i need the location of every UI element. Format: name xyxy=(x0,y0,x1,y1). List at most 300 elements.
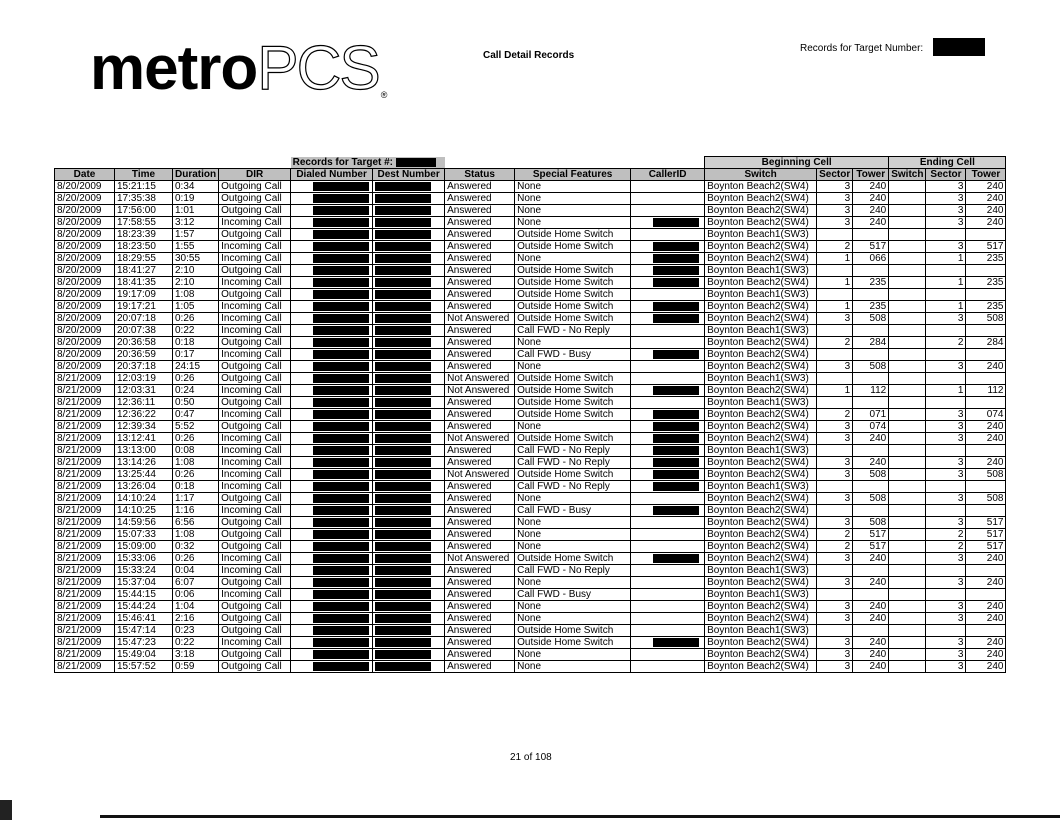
table-cell: Outgoing Call xyxy=(219,421,291,433)
table-cell: Answered xyxy=(445,349,515,361)
dialed-number-redacted xyxy=(291,469,373,481)
table-cell: Outside Home Switch xyxy=(515,373,631,385)
table-cell: 240 xyxy=(966,433,1006,445)
table-cell xyxy=(966,373,1006,385)
dest-number-redacted xyxy=(373,433,445,445)
table-cell: 8/21/2009 xyxy=(55,625,115,637)
table-cell: 2 xyxy=(926,541,966,553)
table-cell: 15:21:15 xyxy=(115,181,173,193)
table-cell: Incoming Call xyxy=(219,241,291,253)
table-cell: 517 xyxy=(966,529,1006,541)
callerid-cell xyxy=(631,277,705,289)
table-cell xyxy=(889,265,926,277)
table-cell: 1 xyxy=(926,301,966,313)
table-cell: 8/21/2009 xyxy=(55,469,115,481)
table-cell xyxy=(853,289,889,301)
table-cell: Answered xyxy=(445,661,515,673)
table-cell xyxy=(966,349,1006,361)
table-cell: Boynton Beach2(SW4) xyxy=(705,661,817,673)
table-cell: 18:23:39 xyxy=(115,229,173,241)
table-cell xyxy=(889,289,926,301)
table-cell: 0:26 xyxy=(173,553,219,565)
dest-number-redacted xyxy=(373,409,445,421)
table-cell xyxy=(853,325,889,337)
table-cell: 3 xyxy=(926,637,966,649)
table-cell: Outside Home Switch xyxy=(515,277,631,289)
table-cell: 8/21/2009 xyxy=(55,553,115,565)
table-cell: 1 xyxy=(926,253,966,265)
dest-number-redacted xyxy=(373,661,445,673)
column-header-row xyxy=(55,169,1006,181)
table-cell xyxy=(817,265,853,277)
dialed-number-redacted xyxy=(291,217,373,229)
dialed-number-redacted xyxy=(291,277,373,289)
table-row xyxy=(55,421,1006,433)
table-cell: Answered xyxy=(445,445,515,457)
table-cell: 3 xyxy=(817,205,853,217)
table-cell: 8/21/2009 xyxy=(55,397,115,409)
table-cell: 1:17 xyxy=(173,493,219,505)
table-cell: Boynton Beach2(SW4) xyxy=(705,421,817,433)
table-cell xyxy=(853,589,889,601)
table-cell xyxy=(889,205,926,217)
table-cell: 8/21/2009 xyxy=(55,409,115,421)
dialed-number-redacted xyxy=(291,517,373,529)
table-cell: 8/21/2009 xyxy=(55,649,115,661)
table-cell: 8/20/2009 xyxy=(55,349,115,361)
table-cell: 8/20/2009 xyxy=(55,241,115,253)
table-cell: 15:49:04 xyxy=(115,649,173,661)
table-cell: Outside Home Switch xyxy=(515,241,631,253)
table-cell xyxy=(853,265,889,277)
callerid-cell xyxy=(631,589,705,601)
table-cell: Boynton Beach2(SW4) xyxy=(705,385,817,397)
table-cell: Answered xyxy=(445,277,515,289)
callerid-cell xyxy=(631,661,705,673)
table-cell: Outgoing Call xyxy=(219,229,291,241)
table-cell xyxy=(889,349,926,361)
table-cell: Outgoing Call xyxy=(219,541,291,553)
table-cell: Answered xyxy=(445,361,515,373)
table-cell: 1 xyxy=(926,277,966,289)
table-cell: Answered xyxy=(445,505,515,517)
table-row xyxy=(55,517,1006,529)
table-cell: Outgoing Call xyxy=(219,361,291,373)
table-cell: 3 xyxy=(926,457,966,469)
table-cell: Outgoing Call xyxy=(219,205,291,217)
table-row xyxy=(55,505,1006,517)
table-cell: 8/20/2009 xyxy=(55,217,115,229)
table-cell: None xyxy=(515,613,631,625)
dest-number-redacted xyxy=(373,205,445,217)
table-cell: 8/21/2009 xyxy=(55,577,115,589)
table-cell: 18:23:50 xyxy=(115,241,173,253)
table-cell: 0:04 xyxy=(173,565,219,577)
table-cell: 0:19 xyxy=(173,193,219,205)
table-row xyxy=(55,397,1006,409)
table-cell: 19:17:21 xyxy=(115,301,173,313)
dest-number-redacted xyxy=(373,397,445,409)
table-cell xyxy=(926,349,966,361)
callerid-cell xyxy=(631,637,705,649)
table-cell: 3 xyxy=(926,613,966,625)
table-cell: Boynton Beach2(SW4) xyxy=(705,457,817,469)
table-row xyxy=(55,337,1006,349)
table-cell: Boynton Beach2(SW4) xyxy=(705,313,817,325)
table-cell xyxy=(889,301,926,313)
table-row xyxy=(55,469,1006,481)
column-header: Date xyxy=(55,169,115,181)
table-row xyxy=(55,301,1006,313)
table-cell xyxy=(889,457,926,469)
table-cell xyxy=(889,517,926,529)
dialed-number-redacted xyxy=(291,493,373,505)
table-cell: 240 xyxy=(853,637,889,649)
table-cell: Boynton Beach1(SW3) xyxy=(705,445,817,457)
table-cell: Answered xyxy=(445,529,515,541)
table-cell: 3 xyxy=(817,361,853,373)
callerid-cell xyxy=(631,541,705,553)
table-cell: 8/21/2009 xyxy=(55,445,115,457)
table-cell: Not Answered xyxy=(445,373,515,385)
table-row xyxy=(55,529,1006,541)
table-cell: 1 xyxy=(817,277,853,289)
dest-number-redacted xyxy=(373,529,445,541)
table-cell: None xyxy=(515,529,631,541)
table-cell: 15:46:41 xyxy=(115,613,173,625)
table-cell: 240 xyxy=(853,649,889,661)
table-row xyxy=(55,409,1006,421)
table-cell: 3 xyxy=(817,181,853,193)
table-cell: Answered xyxy=(445,589,515,601)
table-cell: 3 xyxy=(817,661,853,673)
table-cell: 240 xyxy=(966,601,1006,613)
table-cell: 3 xyxy=(926,181,966,193)
table-cell: Boynton Beach2(SW4) xyxy=(705,217,817,229)
table-cell: 1:16 xyxy=(173,505,219,517)
callerid-cell xyxy=(631,529,705,541)
dialed-number-redacted xyxy=(291,409,373,421)
table-cell: 8/20/2009 xyxy=(55,253,115,265)
dest-number-redacted xyxy=(373,505,445,517)
table-cell xyxy=(889,601,926,613)
table-row xyxy=(55,565,1006,577)
table-cell: 240 xyxy=(966,613,1006,625)
table-cell: 2:10 xyxy=(173,277,219,289)
table-cell: Call FWD - No Reply xyxy=(515,445,631,457)
table-cell: 2 xyxy=(817,529,853,541)
table-cell: 3 xyxy=(926,493,966,505)
dialed-number-redacted xyxy=(291,481,373,493)
table-cell: Not Answered xyxy=(445,469,515,481)
table-cell xyxy=(889,445,926,457)
table-cell xyxy=(926,289,966,301)
table-cell: Boynton Beach1(SW3) xyxy=(705,625,817,637)
dialed-number-redacted xyxy=(291,541,373,553)
table-cell xyxy=(817,625,853,637)
table-cell: Outside Home Switch xyxy=(515,637,631,649)
table-cell: 8/21/2009 xyxy=(55,601,115,613)
table-cell: Answered xyxy=(445,205,515,217)
table-cell: 240 xyxy=(966,193,1006,205)
table-cell: Not Answered xyxy=(445,553,515,565)
table-cell: 1:04 xyxy=(173,601,219,613)
table-cell: None xyxy=(515,541,631,553)
table-cell: 2 xyxy=(817,337,853,349)
table-cell xyxy=(926,325,966,337)
table-cell: 8/21/2009 xyxy=(55,505,115,517)
dest-number-redacted xyxy=(373,541,445,553)
table-cell: Incoming Call xyxy=(219,445,291,457)
table-cell: 240 xyxy=(966,637,1006,649)
table-cell: 8/21/2009 xyxy=(55,493,115,505)
dest-number-redacted xyxy=(373,565,445,577)
dialed-number-redacted xyxy=(291,301,373,313)
callerid-cell xyxy=(631,349,705,361)
table-cell: Answered xyxy=(445,421,515,433)
table-cell xyxy=(966,445,1006,457)
table-cell: 15:44:15 xyxy=(115,589,173,601)
table-cell: 3 xyxy=(817,613,853,625)
table-cell: Answered xyxy=(445,289,515,301)
table-cell xyxy=(817,445,853,457)
table-cell: 15:47:14 xyxy=(115,625,173,637)
table-cell: 0:26 xyxy=(173,313,219,325)
table-cell: 1 xyxy=(817,253,853,265)
column-header: CallerID xyxy=(631,169,705,181)
table-cell: 0:22 xyxy=(173,637,219,649)
table-cell: Answered xyxy=(445,325,515,337)
table-cell xyxy=(926,625,966,637)
table-cell xyxy=(966,397,1006,409)
table-cell: Outside Home Switch xyxy=(515,553,631,565)
table-cell: 1 xyxy=(817,301,853,313)
table-cell: 0:32 xyxy=(173,541,219,553)
table-cell xyxy=(889,385,926,397)
table-cell: 240 xyxy=(853,205,889,217)
table-cell: 8/21/2009 xyxy=(55,385,115,397)
table-cell: 14:59:56 xyxy=(115,517,173,529)
table-cell: 1:08 xyxy=(173,457,219,469)
table-cell: 284 xyxy=(966,337,1006,349)
table-cell: 0:50 xyxy=(173,397,219,409)
table-cell: 2:16 xyxy=(173,613,219,625)
table-cell: 8/20/2009 xyxy=(55,205,115,217)
table-row xyxy=(55,361,1006,373)
table-cell: Outgoing Call xyxy=(219,397,291,409)
target-number-label: Records for Target Number: xyxy=(800,43,924,54)
callerid-cell xyxy=(631,193,705,205)
table-cell: Not Answered xyxy=(445,433,515,445)
callerid-cell xyxy=(631,505,705,517)
table-cell xyxy=(889,469,926,481)
table-row xyxy=(55,253,1006,265)
table-cell: Incoming Call xyxy=(219,565,291,577)
table-cell: 30:55 xyxy=(173,253,219,265)
dialed-number-redacted xyxy=(291,457,373,469)
table-cell: 8/21/2009 xyxy=(55,529,115,541)
table-cell: Boynton Beach2(SW4) xyxy=(705,301,817,313)
table-cell: Answered xyxy=(445,265,515,277)
dialed-number-redacted xyxy=(291,445,373,457)
table-row xyxy=(55,181,1006,193)
table-cell: Outgoing Call xyxy=(219,529,291,541)
table-cell: Incoming Call xyxy=(219,313,291,325)
table-cell: 1:08 xyxy=(173,529,219,541)
table-cell xyxy=(817,349,853,361)
table-cell: 3 xyxy=(926,205,966,217)
callerid-cell xyxy=(631,325,705,337)
table-cell: 24:15 xyxy=(173,361,219,373)
table-cell xyxy=(889,577,926,589)
table-cell xyxy=(889,481,926,493)
table-cell: 8/21/2009 xyxy=(55,433,115,445)
callerid-cell xyxy=(631,301,705,313)
table-cell: 071 xyxy=(853,409,889,421)
table-cell: 3 xyxy=(817,517,853,529)
table-cell: None xyxy=(515,421,631,433)
table-cell: Not Answered xyxy=(445,385,515,397)
dest-number-redacted xyxy=(373,253,445,265)
table-cell: 0:18 xyxy=(173,481,219,493)
table-cell: Outgoing Call xyxy=(219,181,291,193)
dialed-number-redacted xyxy=(291,337,373,349)
table-cell: Boynton Beach2(SW4) xyxy=(705,469,817,481)
table-cell: Incoming Call xyxy=(219,469,291,481)
table-cell: 12:03:19 xyxy=(115,373,173,385)
table-cell: Call FWD - Busy xyxy=(515,589,631,601)
scan-border-line xyxy=(100,815,1060,818)
table-cell: 240 xyxy=(853,601,889,613)
table-cell: Boynton Beach2(SW4) xyxy=(705,181,817,193)
table-cell: 3 xyxy=(926,193,966,205)
callerid-cell xyxy=(631,649,705,661)
column-header: Sector xyxy=(817,169,853,181)
table-row xyxy=(55,493,1006,505)
table-cell: Incoming Call xyxy=(219,481,291,493)
table-cell xyxy=(853,229,889,241)
table-cell: 8/20/2009 xyxy=(55,289,115,301)
table-cell: Boynton Beach2(SW4) xyxy=(705,601,817,613)
table-cell: 20:07:38 xyxy=(115,325,173,337)
table-cell: 18:41:27 xyxy=(115,265,173,277)
dialed-number-redacted xyxy=(291,565,373,577)
table-cell: 15:33:06 xyxy=(115,553,173,565)
table-cell: Outgoing Call xyxy=(219,337,291,349)
table-cell xyxy=(817,481,853,493)
table-cell: 6:56 xyxy=(173,517,219,529)
table-cell xyxy=(889,625,926,637)
table-row xyxy=(55,445,1006,457)
table-cell: Answered xyxy=(445,397,515,409)
dest-number-redacted xyxy=(373,373,445,385)
table-cell: Incoming Call xyxy=(219,385,291,397)
table-cell: Boynton Beach2(SW4) xyxy=(705,637,817,649)
dialed-number-redacted xyxy=(291,613,373,625)
column-header: DIR xyxy=(219,169,291,181)
table-cell: Boynton Beach1(SW3) xyxy=(705,265,817,277)
callerid-cell xyxy=(631,265,705,277)
table-cell: None xyxy=(515,217,631,229)
callerid-cell xyxy=(631,361,705,373)
callerid-cell xyxy=(631,553,705,565)
table-cell: Answered xyxy=(445,193,515,205)
document-title: Call Detail Records xyxy=(483,50,575,61)
table-cell: 508 xyxy=(853,493,889,505)
table-cell: Outside Home Switch xyxy=(515,265,631,277)
scan-edge-mark xyxy=(0,800,12,820)
table-cell: 5:52 xyxy=(173,421,219,433)
callerid-cell xyxy=(631,433,705,445)
table-cell: None xyxy=(515,517,631,529)
table-cell: Boynton Beach2(SW4) xyxy=(705,529,817,541)
table-cell: Outgoing Call xyxy=(219,601,291,613)
table-cell: Boynton Beach2(SW4) xyxy=(705,613,817,625)
table-cell: Outside Home Switch xyxy=(515,289,631,301)
dest-number-redacted xyxy=(373,649,445,661)
column-header: Tower xyxy=(853,169,889,181)
table-row xyxy=(55,481,1006,493)
table-cell: 2 xyxy=(926,529,966,541)
table-cell xyxy=(817,289,853,301)
table-cell: Incoming Call xyxy=(219,589,291,601)
table-cell: Boynton Beach2(SW4) xyxy=(705,277,817,289)
dialed-number-redacted xyxy=(291,325,373,337)
table-cell: 0:08 xyxy=(173,445,219,457)
table-cell: 18:29:55 xyxy=(115,253,173,265)
table-cell: 235 xyxy=(966,277,1006,289)
callerid-cell xyxy=(631,469,705,481)
table-cell: Incoming Call xyxy=(219,349,291,361)
table-row xyxy=(55,661,1006,673)
table-cell: 235 xyxy=(966,301,1006,313)
table-cell: 508 xyxy=(966,313,1006,325)
table-cell: Answered xyxy=(445,613,515,625)
table-cell: Boynton Beach1(SW3) xyxy=(705,565,817,577)
table-cell: Answered xyxy=(445,301,515,313)
table-row xyxy=(55,625,1006,637)
table-cell xyxy=(889,373,926,385)
table-cell: 240 xyxy=(853,613,889,625)
table-cell: Boynton Beach2(SW4) xyxy=(705,241,817,253)
table-cell: 20:36:58 xyxy=(115,337,173,349)
table-cell: 8/21/2009 xyxy=(55,637,115,649)
table-row xyxy=(55,241,1006,253)
table-row xyxy=(55,205,1006,217)
table-cell: 15:47:23 xyxy=(115,637,173,649)
callerid-cell xyxy=(631,229,705,241)
table-cell: Outgoing Call xyxy=(219,577,291,589)
callerid-cell xyxy=(631,625,705,637)
table-cell: 3 xyxy=(926,241,966,253)
beginning-cell-header: Beginning Cell xyxy=(705,157,889,169)
table-cell: 517 xyxy=(966,541,1006,553)
table-cell: 3 xyxy=(817,313,853,325)
dialed-number-redacted xyxy=(291,661,373,673)
callerid-cell xyxy=(631,373,705,385)
table-cell: 240 xyxy=(966,421,1006,433)
table-cell: 3 xyxy=(817,433,853,445)
callerid-cell xyxy=(631,421,705,433)
dest-number-redacted xyxy=(373,325,445,337)
table-cell: Boynton Beach2(SW4) xyxy=(705,577,817,589)
table-cell: 8/20/2009 xyxy=(55,181,115,193)
ending-cell-header: Ending Cell xyxy=(889,157,1006,169)
table-cell: None xyxy=(515,361,631,373)
dialed-number-redacted xyxy=(291,433,373,445)
table-cell: 3 xyxy=(817,649,853,661)
table-cell: Answered xyxy=(445,253,515,265)
